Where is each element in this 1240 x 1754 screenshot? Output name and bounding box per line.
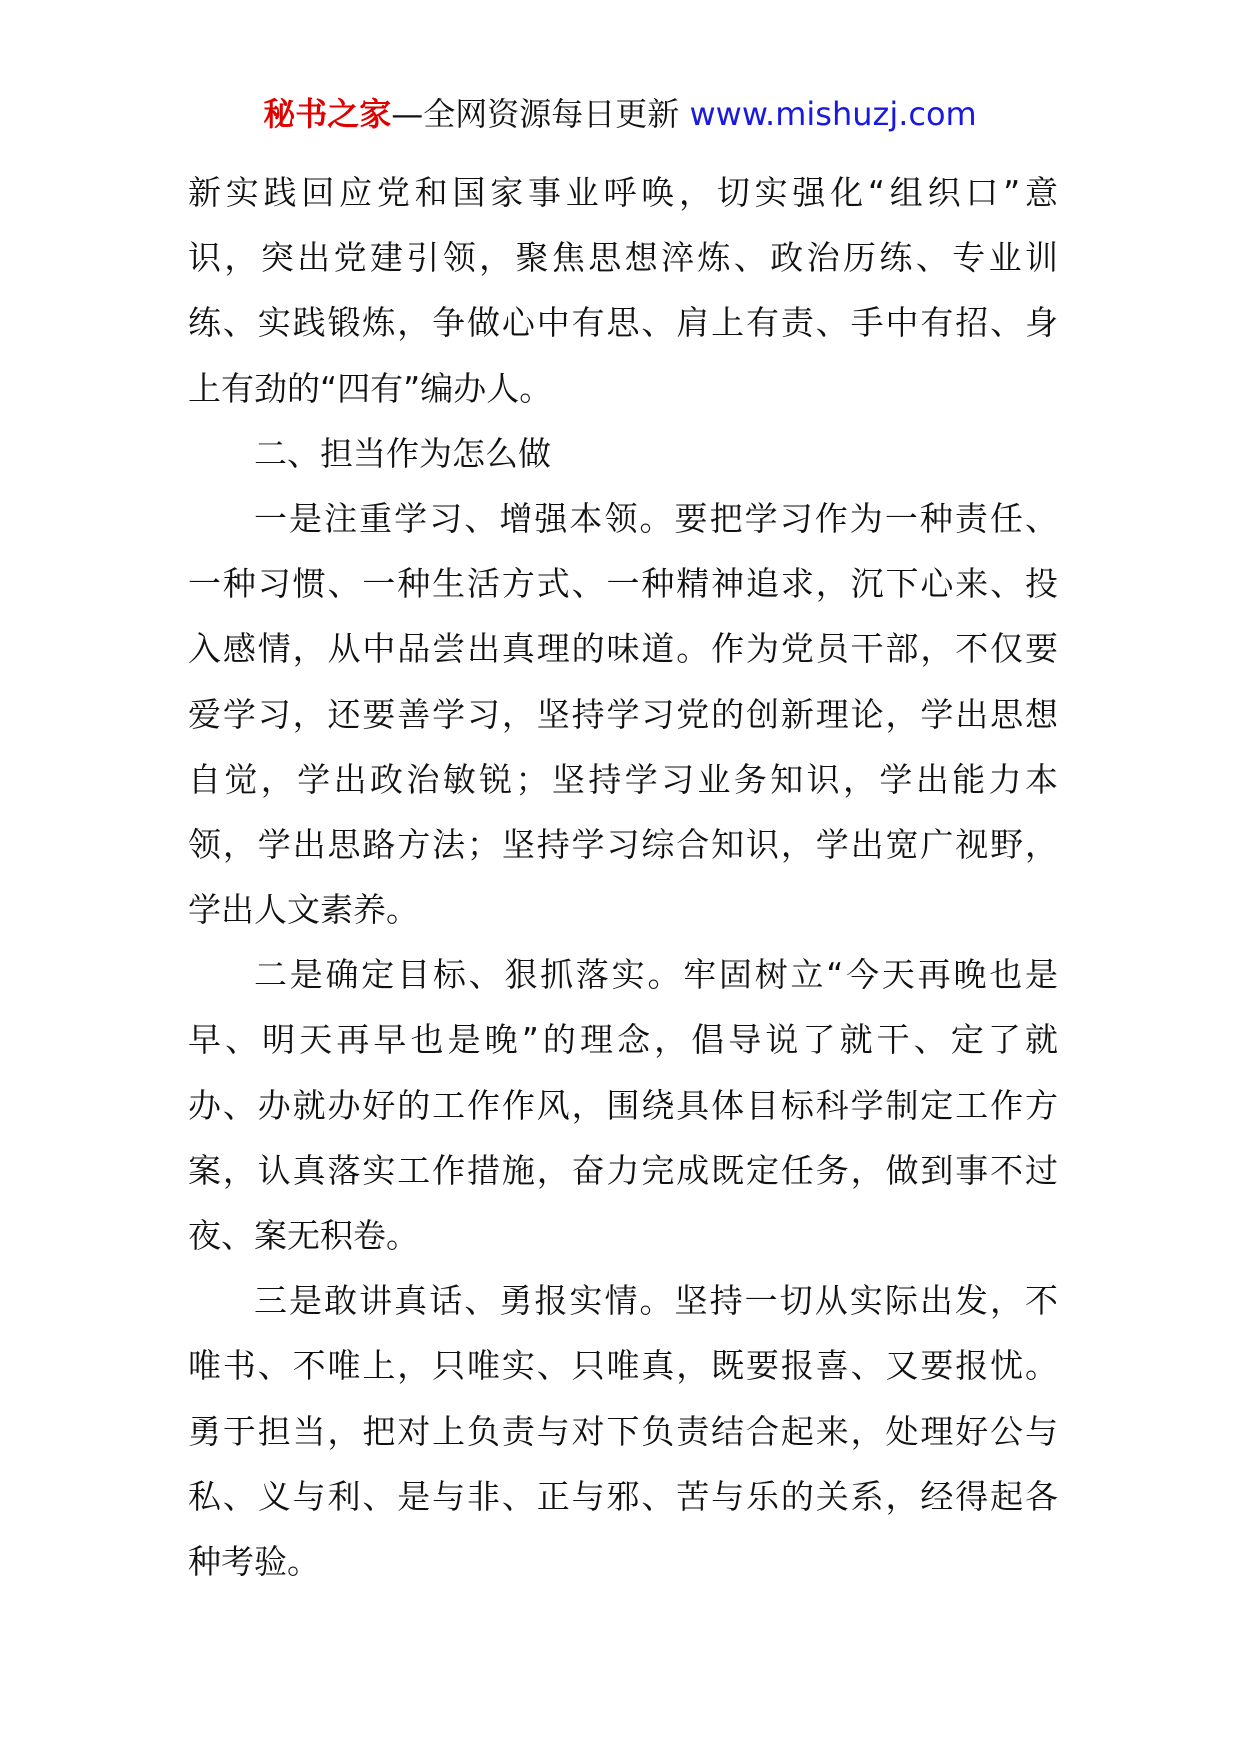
text-line: 练、实践锻炼，争做心中有思、肩上有责、手中有招、身 bbox=[188, 303, 1058, 343]
text-line: 一种习惯、一种生活方式、一种精神追求，沉下心来、投 bbox=[188, 564, 1058, 604]
site-url[interactable]: www.mishuzj.com bbox=[689, 95, 977, 133]
text-line: 勇于担当，把对上负责与对下负责结合起来，处理好公与 bbox=[188, 1411, 1058, 1451]
header-tagline: —全网资源每日更新 bbox=[391, 95, 690, 133]
page-header bbox=[0, 92, 1240, 136]
text-line: 二是确定目标、狠抓落实。牢固树立“今天再晚也是 bbox=[254, 955, 1058, 995]
text-line: 夜、案无积卷。 bbox=[188, 1216, 419, 1255]
text-line: 私、义与利、是与非、正与邪、苦与乐的关系，经得起各 bbox=[188, 1476, 1058, 1516]
text-line: 自觉，学出政治敏锐；坚持学习业务知识，学出能力本 bbox=[188, 759, 1058, 799]
text-line: 一是注重学习、增强本领。要把学习作为一种责任、 bbox=[254, 498, 1058, 538]
text-line: 新实践回应党和国家事业呼唤，切实强化“组织口”意 bbox=[188, 173, 1058, 212]
text-line: 学出人文素养。 bbox=[188, 890, 419, 930]
text-line: 办、办就办好的工作作风，围绕具体目标科学制定工作方 bbox=[188, 1085, 1058, 1125]
text-line: 上有劲的“四有”编办人。 bbox=[188, 368, 553, 408]
text-line: 入感情，从中品尝出真理的味道。作为党员干部，不仅要 bbox=[188, 629, 1058, 669]
text-line: 爱学习，还要善学习，坚持学习党的创新理论，学出思想 bbox=[188, 694, 1058, 734]
section-heading: 二、担当作为怎么做 bbox=[254, 433, 551, 473]
text-line: 识，突出党建引领，聚焦思想淬炼、政治历练、专业训 bbox=[188, 238, 1058, 278]
document-body bbox=[188, 160, 1058, 1594]
text-line: 唯书、不唯上，只唯实、只唯真，既要报喜、又要报忧。 bbox=[188, 1346, 1058, 1386]
text-line: 早、明天再早也是晚”的理念，倡导说了就干、定了就 bbox=[188, 1020, 1058, 1060]
text-line: 案，认真落实工作措施，奋力完成既定任务，做到事不过 bbox=[188, 1150, 1058, 1190]
text-line: 领，学出思路方法；坚持学习综合知识，学出宽广视野， bbox=[188, 824, 1058, 864]
text-line: 种考验。 bbox=[188, 1541, 320, 1581]
text-line: 三是敢讲真话、勇报实情。坚持一切从实际出发，不 bbox=[254, 1281, 1058, 1321]
brand-name: 秘书之家 bbox=[263, 95, 392, 133]
